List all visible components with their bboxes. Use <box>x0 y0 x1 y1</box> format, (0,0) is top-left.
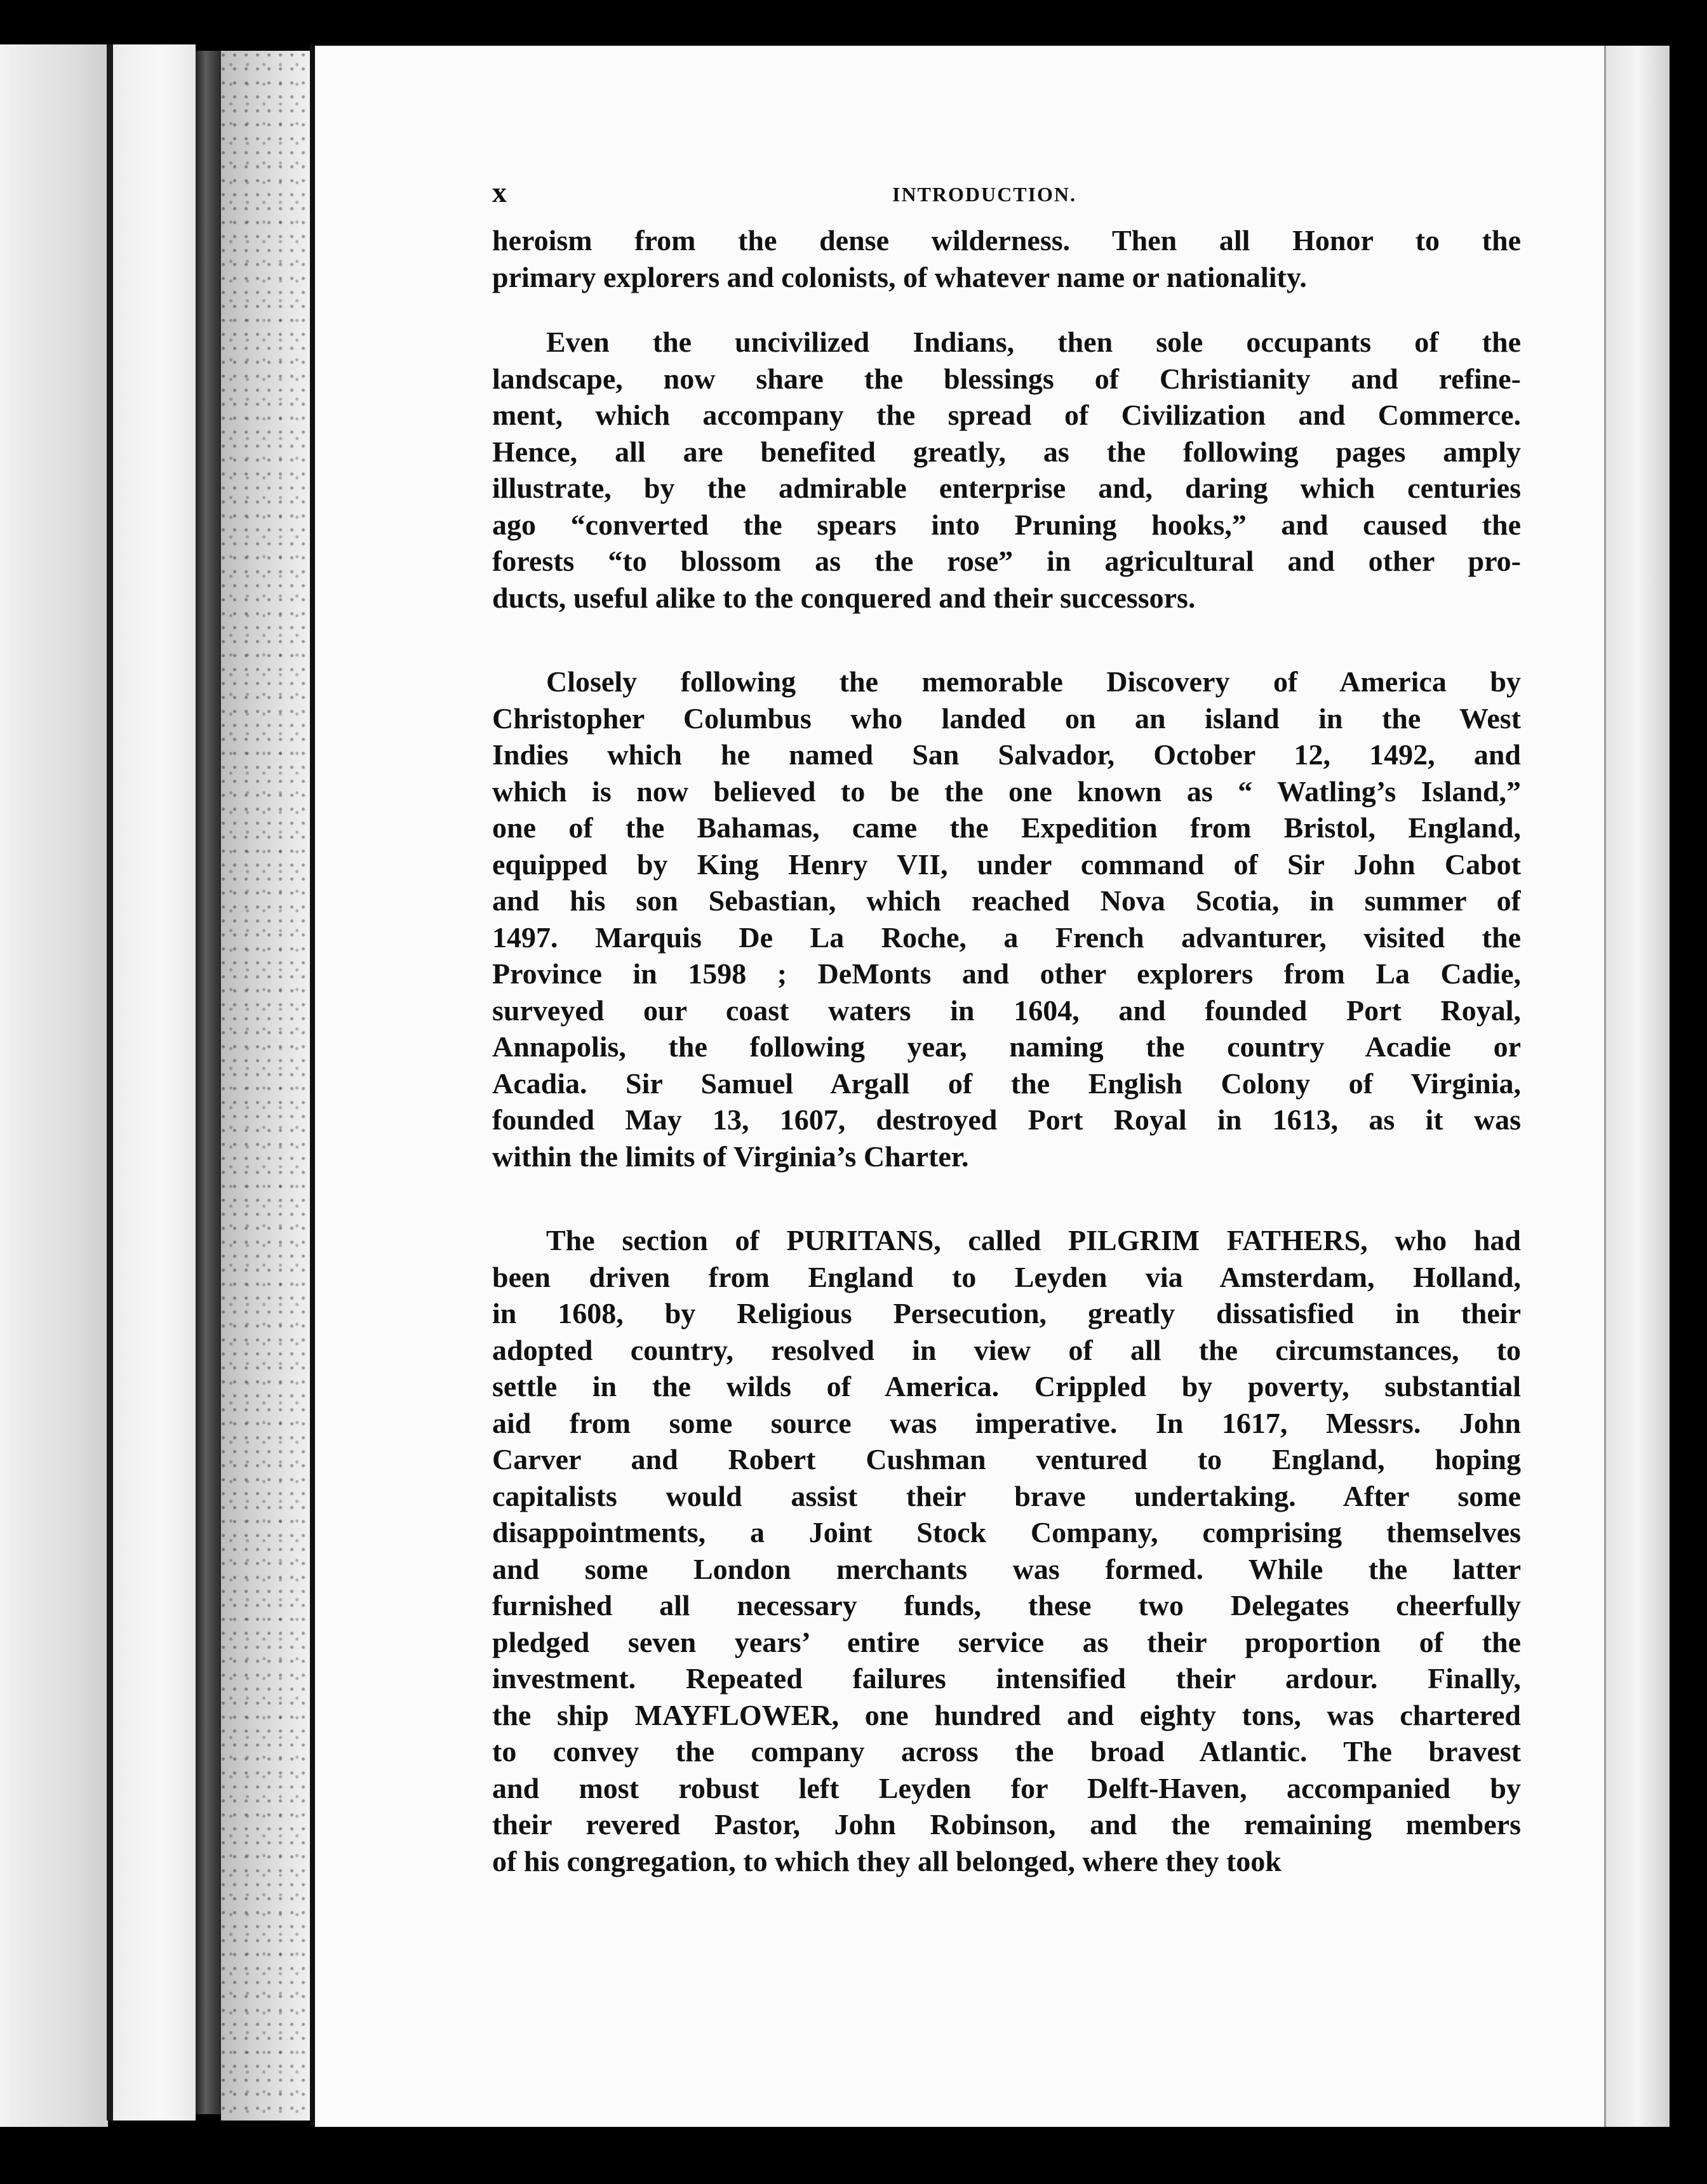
page-text-block <box>492 171 1521 1879</box>
text-line: furnished all necessary funds, these two Delegates cheerfully <box>492 1589 1521 1621</box>
text-line: and most robust left Leyden for Delft-Haven, accompanied by <box>492 1771 1521 1804</box>
page-gutter-line <box>310 44 315 2127</box>
text-line: forests “to blossom as the rose” in agricultural and other pro- <box>492 545 1521 577</box>
text-line: equipped by King Henry VII, under command of Sir John Cabot <box>492 848 1521 881</box>
text-line: Indies which he named San Salvador, October 12, 1492, and <box>492 738 1521 771</box>
text-line: Annapolis, the following year, naming the country Acadie or <box>492 1030 1521 1063</box>
speckled-gutter <box>221 51 310 2121</box>
paragraph-3 <box>492 663 1521 1175</box>
text-line: adopted country, resolved in view of all the circumstances, to <box>492 1333 1521 1366</box>
text-line: settle in the wilds of America. Crippled by poverty, substantial <box>492 1370 1521 1402</box>
text-line: Christopher Columbus who landed on an island in the West <box>492 702 1521 735</box>
text-line: one of the Bahamas, came the Expedition from Bristol, England, <box>492 811 1521 844</box>
scan-bottom-border <box>0 2127 1707 2184</box>
text-line: founded May 13, 1607, destroyed Port Royal in 1613, as it was <box>492 1103 1521 1136</box>
text-line: surveyed our coast waters in 1604, and founded Port Royal, <box>492 994 1521 1027</box>
text-line: their revered Pastor, John Robinson, and the remaining members <box>492 1808 1521 1841</box>
text-line: capitalists would assist their brave undertaking. After some <box>492 1479 1521 1512</box>
paragraph-4 <box>492 1222 1521 1879</box>
text-line: within the limits of Virginia’s Charter. <box>492 1140 969 1173</box>
text-line: aid from some source was imperative. In 1617, Messrs. John <box>492 1406 1521 1439</box>
chapter-heading: INTRODUCTION. <box>892 183 1077 206</box>
page-right-edge <box>1604 46 1670 2128</box>
page-number: x <box>492 176 507 208</box>
text-line: landscape, now share the blessings of Christianity and refine- <box>492 362 1521 395</box>
text-line: pledged seven years’ entire service as their proportion of the <box>492 1625 1521 1658</box>
text-line: Even the uncivilized Indians, then sole occupants of the <box>546 326 1521 358</box>
text-line: illustrate, by the admirable enterprise and, daring which centuries <box>492 472 1521 504</box>
text-line: ment, which accompany the spread of Civilization and Commerce. <box>492 399 1521 431</box>
text-line: Carver and Robert Cushman ventured to England, hoping <box>492 1443 1521 1475</box>
paragraph-1 <box>492 222 1521 295</box>
text-line: in 1608, by Religious Persecution, greatly dissatisfied in their <box>492 1297 1521 1329</box>
text-line: ducts, useful alike to the conquered and their successors. <box>492 581 1196 614</box>
text-line: the ship MAYFLOWER, one hundred and eighty tons, was chartered <box>492 1698 1521 1731</box>
text-line: to convey the company across the broad Atlantic. The bravest <box>492 1735 1521 1768</box>
running-head <box>492 171 1521 222</box>
text-line: disappointments, a Joint Stock Company, comprising themselves <box>492 1516 1521 1548</box>
text-line: Hence, all are benefited greatly, as the following pages amply <box>492 435 1521 468</box>
text-line: The section of PURITANS, called PILGRIM FATHERS, who had <box>546 1224 1521 1256</box>
text-line: and some London merchants was formed. While the latter <box>492 1552 1521 1585</box>
paragraph-2 <box>492 324 1521 616</box>
text-line: of his congregation, to which they all belonged, where they took <box>492 1844 1282 1877</box>
text-line: been driven from England to Leyden via Amsterdam, Holland, <box>492 1260 1521 1293</box>
facing-page-edge <box>0 44 108 2133</box>
book-spine <box>196 51 221 2114</box>
text-line: primary explorers and colonists, of whatever name or nationality. <box>492 260 1307 293</box>
text-line: 1497. Marquis De La Roche, a French advanturer, visited the <box>492 921 1521 954</box>
text-line: and his son Sebastian, which reached Nova Scotia, in summer of <box>492 884 1521 917</box>
text-line: heroism from the dense wilderness. Then all Honor to the <box>492 224 1521 256</box>
text-line: Closely following the memorable Discovery of America by <box>546 665 1521 698</box>
binding-margin <box>113 44 196 2121</box>
text-line: which is now believed to be the one known as “ Watling’s Island,” <box>492 775 1521 808</box>
gutter-shadow <box>107 44 113 2121</box>
text-line: Province in 1598 ; DeMonts and other explorers from La Cadie, <box>492 957 1521 990</box>
text-line: investment. Repeated failures intensified their ardour. Finally, <box>492 1662 1521 1695</box>
text-line: Acadia. Sir Samuel Argall of the English Colony of Virginia, <box>492 1067 1521 1100</box>
text-line: ago “converted the spears into Pruning hooks,” and caused the <box>492 508 1521 541</box>
